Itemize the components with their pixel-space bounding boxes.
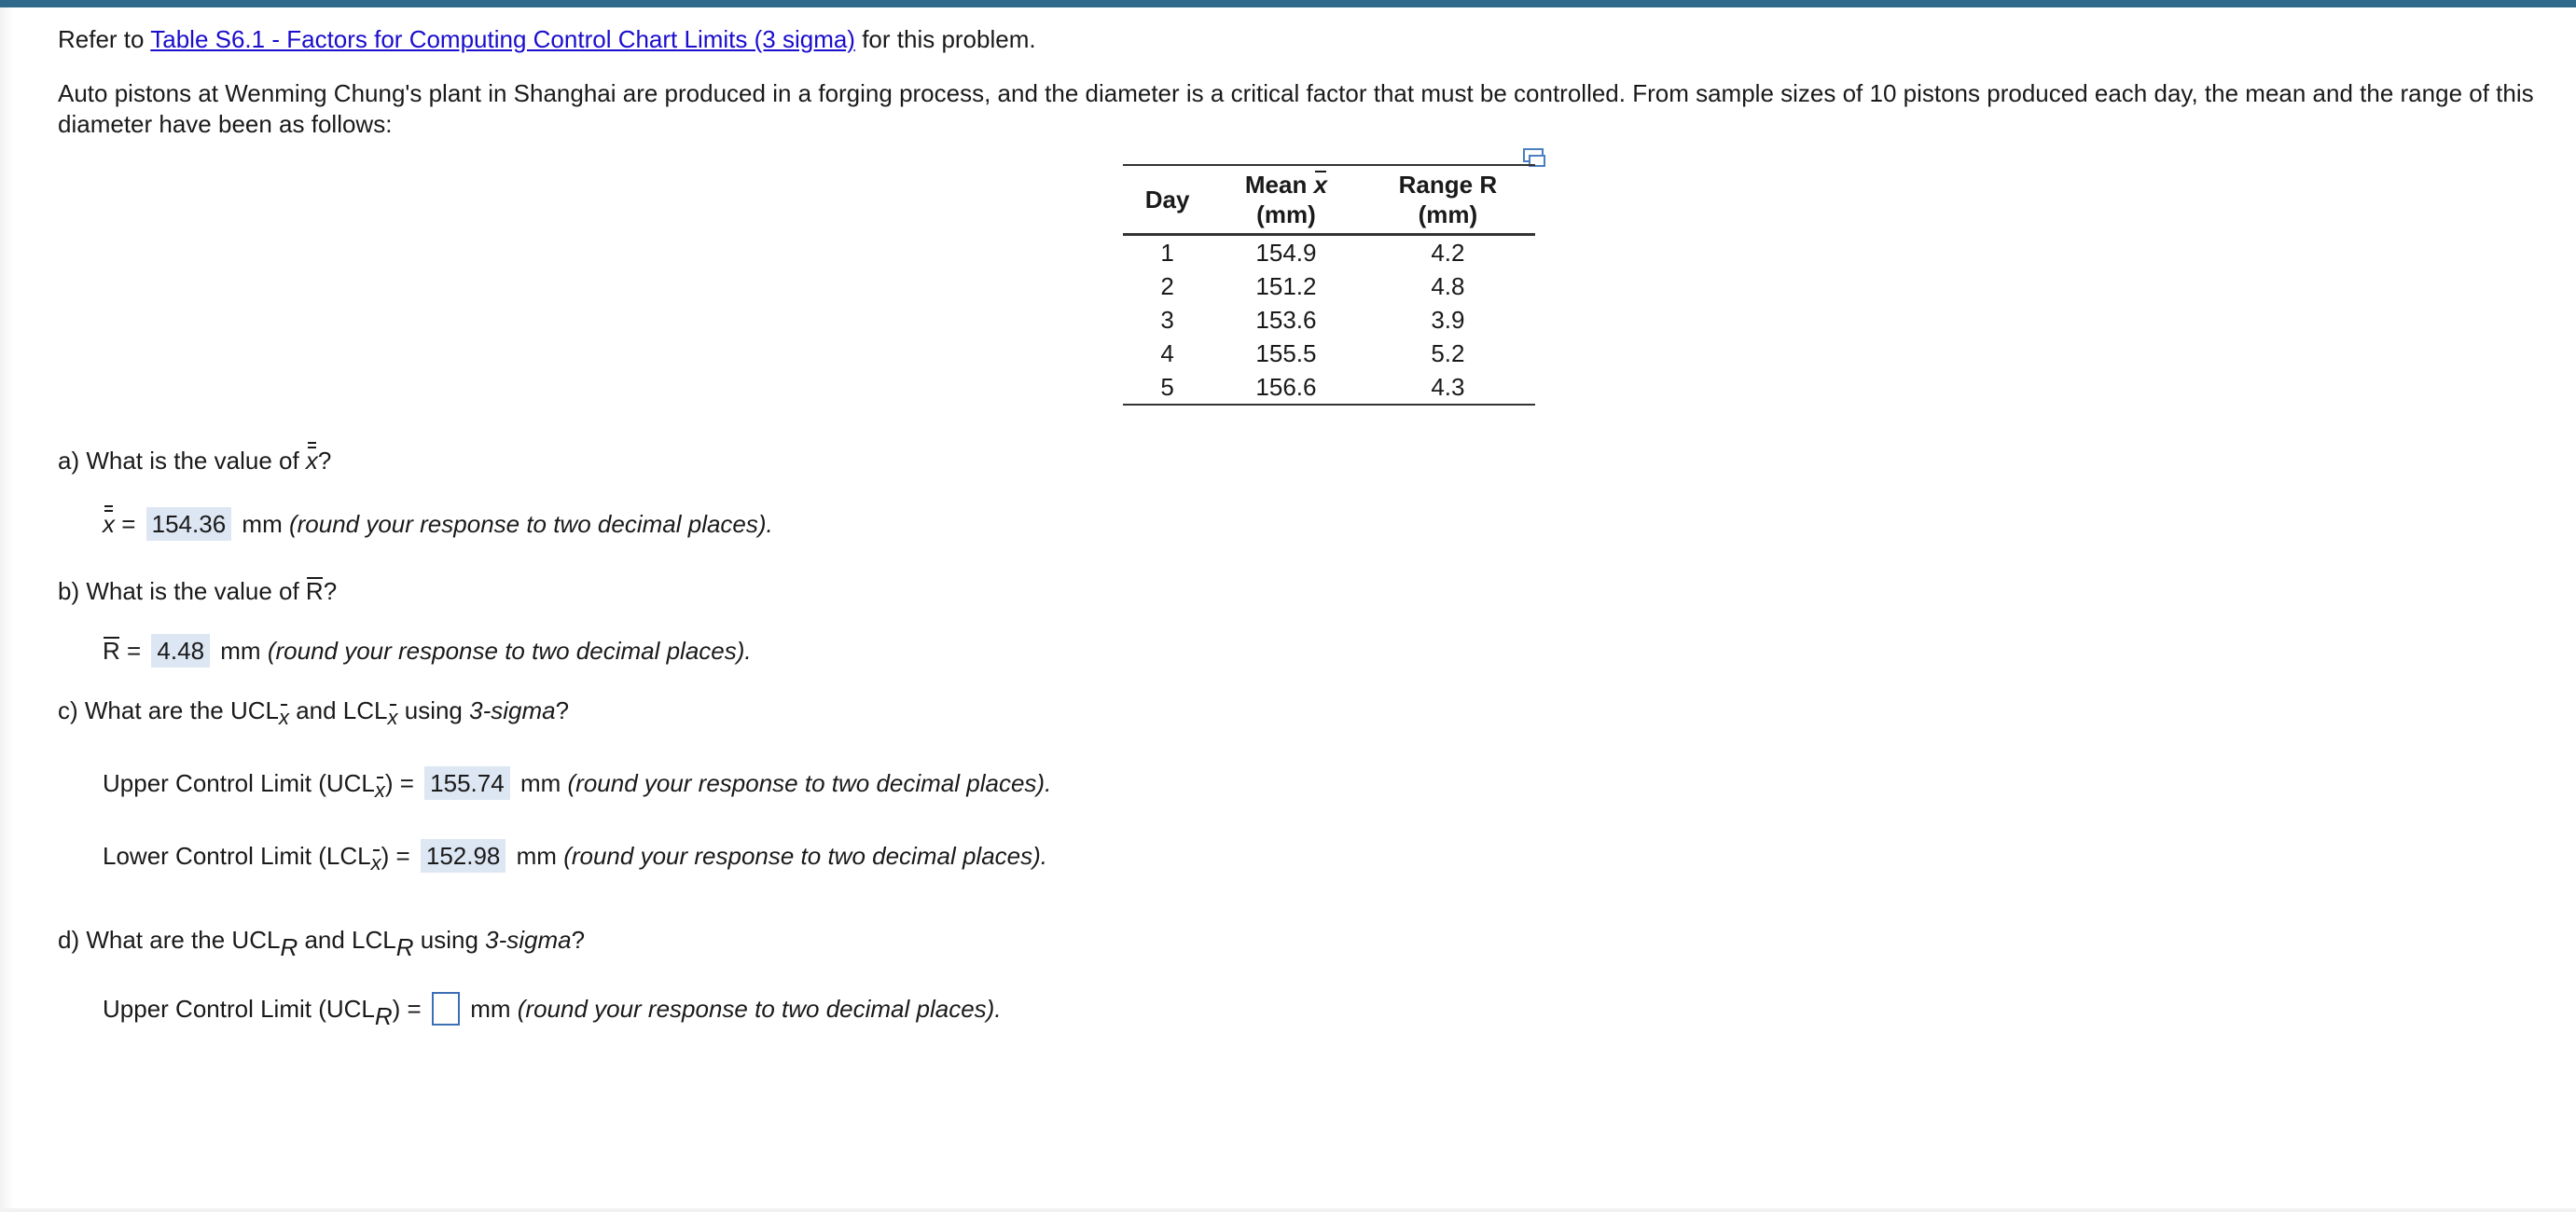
lcl-x-sub: x (371, 847, 381, 878)
table-row (1123, 303, 1535, 337)
cell-day: 1 (1160, 239, 1174, 267)
ucl-x-unit: mm (519, 769, 561, 797)
lcl-x-hint: (round your response to two decimal places). (563, 842, 1047, 870)
cell-mean: 155.5 (1255, 339, 1317, 367)
question-c-end: ? (555, 696, 570, 724)
answer-c-ucl-line (103, 766, 1051, 800)
question-c-text-3: using (397, 696, 470, 724)
reference-line (58, 24, 1036, 55)
answer-a-line (103, 507, 773, 541)
question-c-ucl-sub: x (279, 702, 289, 733)
question-d-sigma: 3-sigma (485, 926, 572, 954)
question-a (58, 446, 331, 476)
reference-suffix: for this problem. (854, 25, 1036, 53)
answer-a-hint: (round your response to two decimal places). (288, 510, 773, 538)
answer-b-equals: = (119, 637, 148, 665)
table-row (1123, 269, 1535, 303)
ucl-x-value[interactable]: 155.74 (424, 766, 510, 800)
lcl-x-label: Lower Control Limit (LCL (103, 842, 371, 870)
x-double-bar-symbol: x (305, 447, 318, 475)
cell-range: 5.2 (1431, 339, 1465, 367)
cell-range: 3.9 (1431, 306, 1465, 334)
cell-mean: 153.6 (1255, 306, 1317, 334)
ucl-x-sub: x (375, 775, 385, 806)
table-row (1123, 337, 1535, 370)
answer-b-hint: (round your response to two decimal places). (267, 637, 752, 665)
ucl-r-equals: ) = (392, 995, 428, 1023)
ucl-x-equals: ) = (384, 769, 422, 797)
ucl-r-label: Upper Control Limit (UCL (103, 995, 375, 1023)
question-c-text-1: c) What are the UCL (58, 696, 279, 724)
table-row (1123, 235, 1535, 270)
answer-b-symbol: R (103, 637, 120, 665)
header-mean (1212, 165, 1361, 235)
question-d-lcl-sub: R (395, 933, 414, 961)
piston-data-table (1123, 164, 1535, 406)
ucl-r-hint: (round your response to two decimal places). (517, 995, 1002, 1023)
question-a-end: ? (317, 447, 332, 475)
question-d (58, 925, 586, 961)
question-a-text: a) What is the value of (58, 447, 306, 475)
answer-a-equals: = (115, 510, 143, 538)
cell-day: 4 (1160, 339, 1174, 367)
r-bar-symbol: R (305, 577, 324, 605)
question-d-text-3: using (413, 926, 486, 954)
question-d-end: ? (571, 926, 586, 954)
question-c (58, 696, 569, 727)
table-reference-link[interactable]: Table S6.1 - Factors for Computing Control Chart Limits (3 sigma) (150, 25, 855, 53)
ucl-r-unit: mm (470, 995, 511, 1023)
answer-a-symbol: x (103, 510, 115, 538)
ucl-x-hint: (round your response to two decimal places). (567, 769, 1052, 797)
data-table-wrapper (1123, 164, 1535, 406)
answer-c-lcl-line (103, 839, 1047, 873)
cell-day: 2 (1160, 272, 1174, 300)
cell-mean: 156.6 (1255, 373, 1317, 401)
question-d-text-2: and LCL (298, 926, 396, 954)
bottom-divider (0, 1208, 2576, 1212)
problem-statement: Auto pistons at Wenming Chung's plant in Shanghai are produced in a forging process, and the diameter is a critical factor that must be controlled. From sample sizes of 10 pistons produced each day, the mean and the range of this diameter have been as follows: (58, 79, 2534, 138)
lcl-x-value[interactable]: 152.98 (421, 839, 506, 873)
header-range (1361, 165, 1535, 235)
question-d-text-1: d) What are the UCL (58, 926, 281, 954)
answer-d-ucl-line (103, 994, 1002, 1030)
question-c-text-2: and LCL (288, 696, 388, 724)
ucl-x-label: Upper Control Limit (UCL (103, 769, 375, 797)
left-edge-shadow (0, 7, 13, 1212)
cell-day: 3 (1160, 306, 1174, 334)
cell-range: 4.2 (1431, 239, 1465, 267)
lcl-x-equals: ) = (381, 842, 417, 870)
question-b (58, 576, 337, 607)
header-mean-label: Mean (1244, 171, 1308, 199)
table-body (1123, 235, 1535, 406)
answer-b-value[interactable]: 4.48 (151, 634, 210, 668)
question-c-lcl-sub: x (388, 702, 398, 733)
lcl-x-unit: mm (516, 842, 557, 870)
header-mean-symbol: x (1313, 171, 1328, 199)
question-b-text: b) What is the value of (58, 577, 306, 605)
ucl-r-input[interactable] (432, 992, 460, 1026)
header-range-unit: (mm) (1418, 200, 1478, 228)
top-accent-bar (0, 0, 2576, 7)
answer-b-unit: mm (220, 637, 261, 665)
ucl-r-sub: R (374, 1002, 393, 1030)
cell-range: 4.8 (1431, 272, 1465, 300)
cell-mean: 154.9 (1255, 239, 1317, 267)
header-mean-unit: (mm) (1256, 200, 1316, 228)
question-c-sigma: 3-sigma (469, 696, 556, 724)
cell-mean: 151.2 (1255, 272, 1317, 300)
cell-range: 4.3 (1431, 373, 1465, 401)
cell-day: 5 (1160, 373, 1174, 401)
header-range-label: Range R (1398, 171, 1498, 199)
header-day: Day (1144, 186, 1190, 213)
reference-prefix: Refer to (58, 25, 151, 53)
question-d-ucl-sub: R (280, 933, 298, 961)
question-b-end: ? (323, 577, 338, 605)
table-header-row (1123, 165, 1535, 235)
answer-b-line (103, 634, 752, 668)
answer-a-value[interactable]: 154.36 (146, 507, 232, 541)
answer-a-unit: mm (242, 510, 283, 538)
table-row (1123, 370, 1535, 405)
